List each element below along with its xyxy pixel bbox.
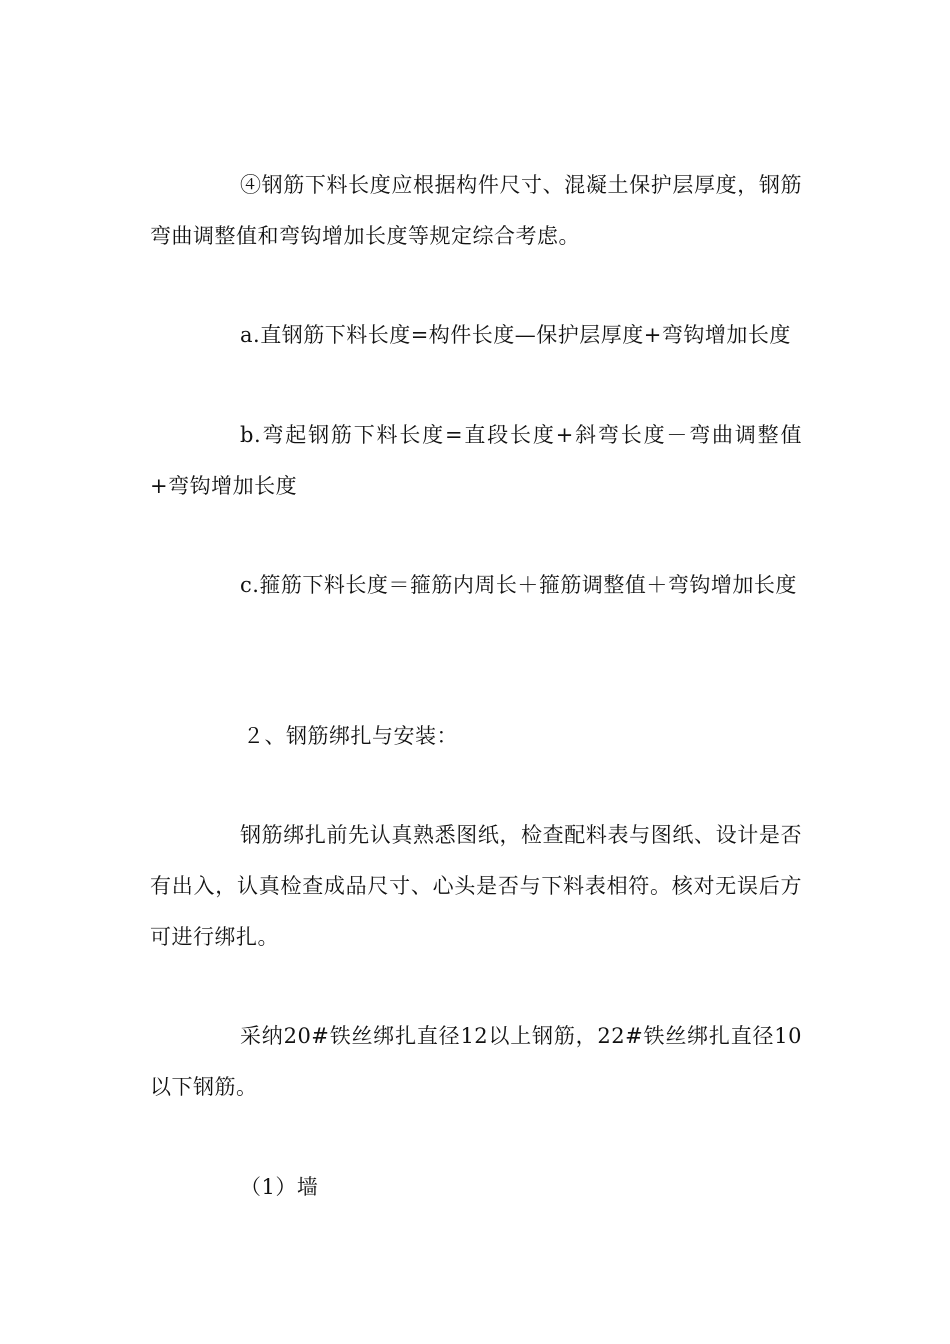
section-heading-binding-installation: ２、钢筋绑扎与安装： bbox=[243, 724, 458, 748]
paragraph-bent-bar-formula: b.弯起钢筋下料长度=直段长度+斜弯长度－弯曲调整值+弯钩增加长度 bbox=[150, 423, 802, 498]
paragraph-binding-preparation: 钢筋绑扎前先认真熟悉图纸，检查配料表与图纸、设计是否有出入，认真检查成品尺寸、心头是否与下料表相符。核对无误后方可进行绑扎。 bbox=[150, 823, 802, 949]
paragraph-stirrup-formula: c.箍筋下料长度＝箍筋内周长＋箍筋调整值＋弯钩增加长度 bbox=[240, 573, 797, 597]
paragraph-wire-gauge: 采纳20#铁丝绑扎直径12以上钢筋，22#铁丝绑扎直径10以下钢筋。 bbox=[150, 1024, 802, 1099]
paragraph-straight-bar-formula: a.直钢筋下料长度=构件长度—保护层厚度+弯钩增加长度 bbox=[240, 323, 791, 347]
paragraph-cutting-length-rule: ④钢筋下料长度应根据构件尺寸、混凝土保护层厚度，钢筋弯曲调整值和弯钩增加长度等规定综合考虑。 bbox=[150, 173, 802, 248]
subheading-wall: （1）墙 bbox=[240, 1175, 319, 1199]
